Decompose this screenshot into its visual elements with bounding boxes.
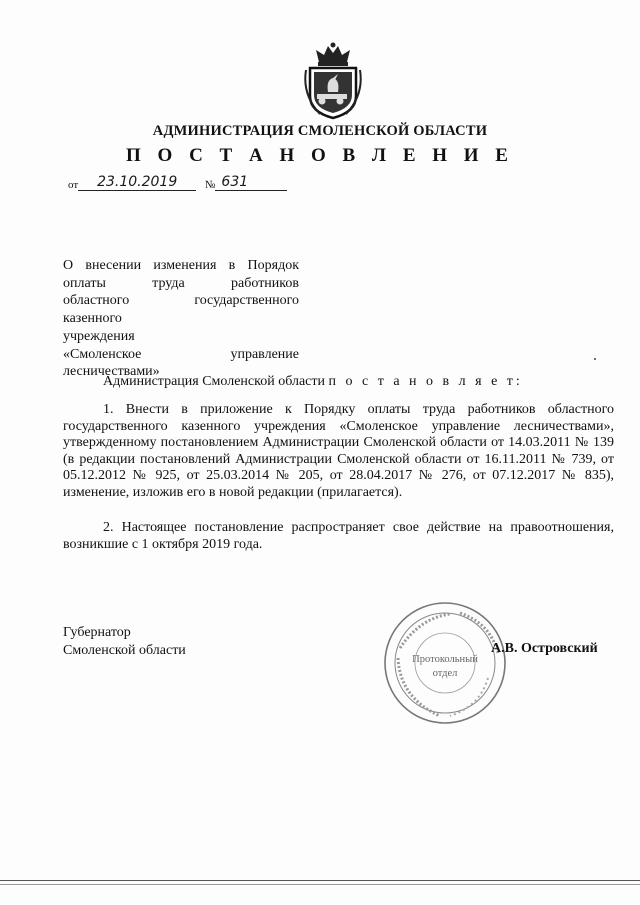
number-label: № bbox=[204, 179, 216, 191]
paragraph-2-text: 2. Настоящее постановление распространяет свое действие на правоотношения, возникшие с 1 октября 2019 года. bbox=[63, 520, 614, 552]
paragraph-2 bbox=[63, 520, 614, 553]
stamp-center-line-2: отдел bbox=[432, 668, 458, 679]
enacting-subject: Администрация Смоленской области bbox=[103, 374, 326, 389]
position-line: Губернатор bbox=[63, 625, 131, 640]
position-line: Смоленской области bbox=[63, 643, 186, 658]
signatory-name: А.В. Островский bbox=[491, 641, 598, 656]
date-value: 23.10.2019 bbox=[97, 174, 178, 190]
stamp-center-line-1: Протокольный bbox=[412, 654, 478, 665]
scan-edge-line bbox=[0, 884, 640, 885]
document-type-title: П О С Т А Н О В Л Е Н И Е bbox=[126, 145, 514, 166]
subject-line: казенного учреждения bbox=[63, 311, 135, 344]
number-field bbox=[215, 174, 287, 191]
enacting-verb: п о с т а н о в л я е т: bbox=[328, 374, 523, 389]
date-field bbox=[78, 174, 196, 191]
signatory-position bbox=[63, 624, 186, 660]
subject-line: «Смоленское управление bbox=[63, 346, 299, 362]
subject-line: лесничествами» bbox=[63, 364, 160, 380]
number-value: 631 bbox=[221, 174, 249, 190]
paragraph-1-text: 1. Внести в приложение к Порядку оплаты труда работников областного государственного казенного учреждения «Смоленское управление лесничествами», утвержденному постановлением Администрации Смоленской области от 14.03.2011 № 139 (в редакции постановлений Администрации Смоленской области от 16.11.2011 № 739, от 05.12.2012 № 925, от 25.03.2014 № 205, от 28.04.2017 № 276, от 07.12.2017 № 835), изменение, изложив его в новой редакции (прилагается). bbox=[63, 402, 614, 500]
scan-edge-line bbox=[0, 880, 640, 881]
decree-subject bbox=[63, 257, 299, 381]
official-stamp bbox=[380, 598, 510, 728]
subject-line: О внесении изменения в Порядок bbox=[63, 258, 299, 273]
date-number-line bbox=[68, 174, 287, 191]
subject-line: оплаты труда работников bbox=[63, 275, 299, 291]
coat-of-arms-emblem bbox=[302, 40, 364, 120]
paragraph-1 bbox=[63, 402, 614, 502]
subject-line: областного государственного bbox=[63, 293, 299, 309]
enacting-clause bbox=[103, 374, 523, 390]
date-from-label: от bbox=[68, 179, 79, 191]
scan-speck bbox=[594, 358, 596, 360]
organization-heading: АДМИНИСТРАЦИЯ СМОЛЕНСКОЙ ОБЛАСТИ bbox=[152, 123, 488, 139]
